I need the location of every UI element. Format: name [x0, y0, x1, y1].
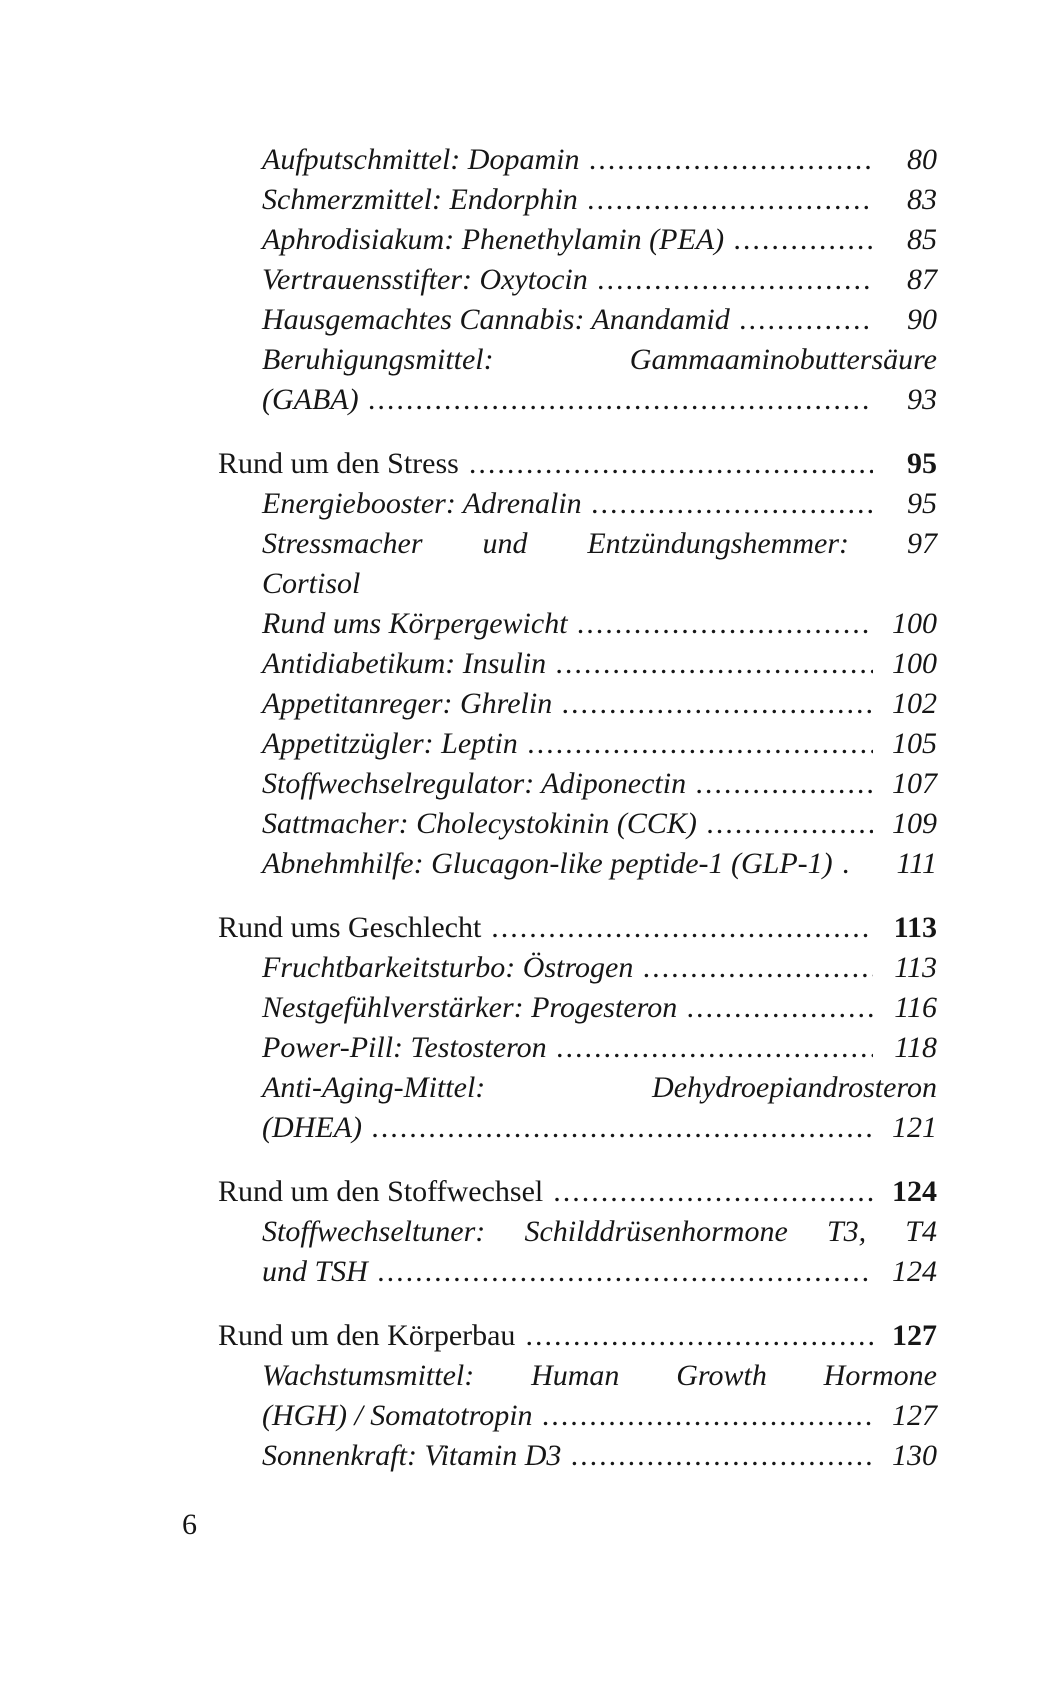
toc-entry-page: 107 [892, 767, 937, 800]
dot-leader [588, 180, 873, 220]
dot-leader [843, 844, 873, 884]
toc-row [218, 1212, 937, 1252]
dot-leader [372, 1108, 873, 1148]
dot-leader [571, 1436, 873, 1476]
dot-leader [740, 300, 873, 340]
toc-row [218, 1356, 937, 1396]
toc-row [218, 220, 937, 260]
dot-leader [589, 140, 873, 180]
toc-entry-page: 102 [892, 687, 937, 720]
toc-row [218, 524, 937, 604]
toc-entry-page: 113 [893, 911, 937, 944]
dot-leader [378, 1252, 873, 1292]
folio-page-number: 6 [182, 1508, 197, 1541]
dot-leader [528, 724, 873, 764]
dot-leader [592, 484, 873, 524]
toc-entry-page: 95 [907, 447, 937, 480]
toc-entry-page: 124 [892, 1255, 937, 1288]
toc-entry-title: Schmerzmittel: Endorphin [262, 183, 578, 216]
toc-entry-title: Rund um den Stress [218, 447, 459, 480]
toc-row [218, 724, 937, 764]
toc-row [218, 844, 937, 884]
toc-row [218, 684, 937, 724]
toc-row [218, 948, 937, 988]
toc-entry-page: 95 [907, 487, 937, 520]
toc-entry-title: (GABA) [262, 383, 359, 416]
toc-row [218, 1108, 937, 1148]
toc-list [218, 140, 937, 1476]
dot-leader [598, 260, 873, 300]
toc-entry-title: Fruchtbarkeitsturbo: Östrogen [262, 951, 634, 984]
dot-leader [491, 908, 873, 948]
toc-row [218, 1316, 937, 1356]
dot-leader [578, 604, 873, 644]
toc-row [218, 260, 937, 300]
dot-leader [734, 220, 873, 260]
dot-leader [557, 1028, 873, 1068]
toc-entry-title: Rund um den Körperbau [218, 1319, 516, 1352]
toc-row [218, 804, 937, 844]
toc-entry-title: Nestgefühlverstärker: Progesteron [262, 991, 678, 1024]
toc-row [218, 1068, 937, 1108]
toc-entry-title: Aufputschmittel: Dopamin [262, 143, 580, 176]
toc-entry-title: Stoffwechseltuner: Schilddrüsenhormone T3, T4 [262, 1215, 937, 1248]
toc-row [218, 908, 937, 948]
toc-entry-page: 111 [896, 847, 937, 880]
toc-row [218, 988, 937, 1028]
toc-entry-title: Anti-Aging-Mittel: Dehydroepiandrosteron [262, 1071, 937, 1104]
toc-entry-page: 83 [907, 183, 937, 216]
dot-leader [696, 764, 873, 804]
toc-entry-title: Rund um den Stoffwechsel [218, 1175, 544, 1208]
dot-leader [556, 644, 873, 684]
toc-entry-page: 116 [894, 991, 937, 1024]
toc-entry-title: Appetitanreger: Ghrelin [262, 687, 553, 720]
toc-row [218, 380, 937, 420]
toc-row [218, 1172, 937, 1212]
toc-row [218, 1028, 937, 1068]
toc-entry-title: Appetitzügler: Leptin [262, 727, 518, 760]
toc-entry-page: 124 [892, 1175, 937, 1208]
toc-row [218, 1436, 937, 1476]
toc-entry-page: 93 [907, 383, 937, 416]
toc-entry-page: 90 [907, 303, 937, 336]
toc-entry-title: und TSH [262, 1255, 368, 1288]
toc-entry-title: Rund ums Geschlecht [218, 911, 482, 944]
dot-leader [707, 804, 873, 844]
toc-row [218, 604, 937, 644]
toc-entry-title: Energiebooster: Adrenalin [262, 487, 582, 520]
toc-entry-page: 100 [892, 607, 937, 640]
toc-entry-title: (DHEA) [262, 1111, 362, 1144]
toc-entry-title: (HGH) / Somatotropin [262, 1399, 533, 1432]
toc-row [218, 444, 937, 484]
toc-row [218, 764, 937, 804]
dot-leader [369, 380, 873, 420]
toc-entry-page: 85 [907, 223, 937, 256]
toc-entry-title: Sattmacher: Cholecystokinin (CCK) [262, 807, 697, 840]
toc-entry-title: Stoffwechselregulator: Adiponectin [262, 767, 687, 800]
toc-row [218, 1396, 937, 1436]
toc-entry-title: Abnehmhilfe: Glucagon-like peptide-1 (GLP-1) [262, 847, 833, 880]
toc-entry-title: Power-Pill: Testosteron [262, 1031, 547, 1064]
dot-leader [525, 1316, 873, 1356]
toc-entry-title: Antidiabetikum: Insulin [262, 647, 547, 680]
toc-entry-page: 118 [894, 1031, 937, 1064]
toc-row [218, 300, 937, 340]
dot-leader [562, 684, 873, 724]
toc-entry-page: 80 [907, 143, 937, 176]
toc-entry-title: Hausgemachtes Cannabis: Anandamid [262, 303, 730, 336]
toc-row [218, 340, 937, 380]
toc-entry-title: Stressmacher und Entzündungshemmer: Cortisol [262, 527, 849, 600]
toc-entry-page: 109 [892, 807, 937, 840]
toc-entry-page: 113 [894, 951, 937, 984]
toc-row [218, 180, 937, 220]
toc-entry-page: 121 [892, 1111, 937, 1144]
toc-entry-page: 127 [892, 1399, 937, 1432]
dot-leader [469, 444, 873, 484]
toc-row [218, 1252, 937, 1292]
toc-entry-page: 97 [907, 527, 937, 560]
toc-entry-page: 100 [892, 647, 937, 680]
toc-entry-page: 127 [892, 1319, 937, 1352]
toc-entry-page: 87 [907, 263, 937, 296]
dot-leader [543, 1396, 873, 1436]
toc-entry-title: Wachstumsmittel: Human Growth Hormone [262, 1359, 937, 1392]
toc-entry-title: Rund ums Körpergewicht [262, 607, 568, 640]
dot-leader [553, 1172, 873, 1212]
dot-leader [687, 988, 873, 1028]
toc-entry-title: Vertrauensstifter: Oxytocin [262, 263, 588, 296]
toc-entry-title: Sonnenkraft: Vitamin D3 [262, 1439, 562, 1472]
toc-row [218, 484, 937, 524]
toc-row [218, 644, 937, 684]
toc-row [218, 140, 937, 180]
toc-entry-title: Aphrodisiakum: Phenethylamin (PEA) [262, 223, 725, 256]
dot-leader [643, 948, 873, 988]
toc-entry-page: 130 [892, 1439, 937, 1472]
toc-entry-title: Beruhigungsmittel: Gammaaminobuttersäure [262, 343, 937, 376]
toc-entry-page: 105 [892, 727, 937, 760]
